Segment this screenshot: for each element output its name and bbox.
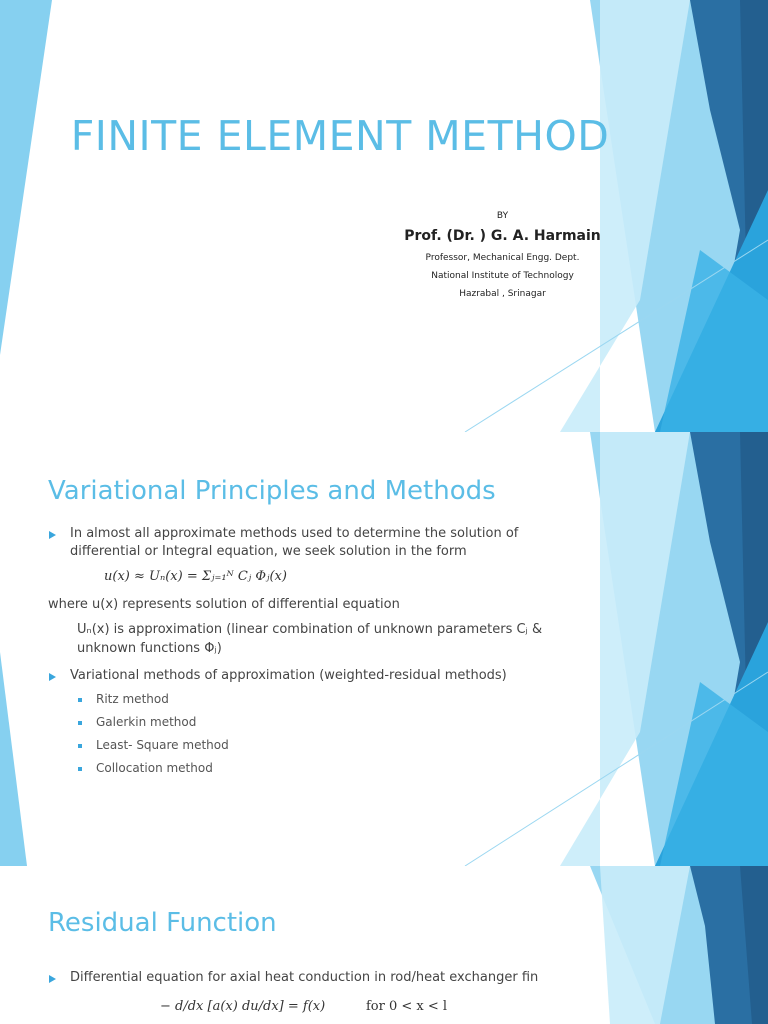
- domain-condition: for 0 < x < l: [366, 999, 448, 1014]
- bullet-arrow-icon: [49, 531, 56, 539]
- by-label: BY: [496, 211, 509, 221]
- bullet-arrow-icon: [49, 975, 56, 983]
- method-galerkin: Galerkin method: [96, 715, 197, 729]
- sub-bullet-dot-icon: [78, 744, 82, 748]
- sub-bullet-dot-icon: [78, 721, 82, 725]
- approximation-desc-line-1: Uₙ(x) is approximation (linear combination of unknown parameters Cⱼ &: [77, 622, 543, 637]
- bullet-text-heat-conduction: Differential equation for axial heat conduction in rod/heat exchanger fin: [70, 970, 539, 985]
- bullet-text-line-2: differential or Integral equation, we seek solution in the form: [70, 544, 467, 559]
- method-ritz: Ritz method: [96, 692, 169, 706]
- presentation-title: FINITE ELEMENT METHOD: [70, 112, 610, 160]
- approximation-equation: u(x) ≈ Uₙ(x) = Σⱼ₌₁ᴺ Cⱼ Φⱼ(x): [104, 569, 287, 584]
- left-accent-triangle: [0, 0, 52, 355]
- author-name: Prof. (Dr. ) G. A. Harmain: [404, 228, 601, 244]
- bullet-text-variational: Variational methods of approximation (weighted-residual methods): [70, 668, 507, 683]
- variational-slide: [0, 432, 768, 866]
- where-line: where u(x) represents solution of differential equation: [48, 597, 400, 612]
- bullet-arrow-icon: [49, 673, 56, 681]
- slide-title: Variational Principles and Methods: [48, 476, 496, 506]
- differential-equation: − d/dx [a(x) du/dx] = f(x): [160, 999, 326, 1014]
- method-collocation: Collocation method: [96, 761, 213, 775]
- affiliation-line-1: Professor, Mechanical Engg. Dept.: [425, 253, 580, 263]
- affiliation-line-2: National Institute of Technology: [431, 271, 574, 281]
- bullet-text-line-1: In almost all approximate methods used to determine the solution of: [70, 526, 519, 541]
- approximation-desc-line-2: unknown functions Φⱼ): [77, 641, 222, 656]
- sub-bullet-dot-icon: [78, 698, 82, 702]
- slide-title: Residual Function: [48, 908, 277, 938]
- title-slide: [0, 0, 768, 432]
- method-least-square: Least- Square method: [96, 738, 229, 752]
- affiliation-line-3: Hazrabal , Srinagar: [459, 289, 546, 299]
- residual-slide: [0, 866, 768, 1024]
- slide-decoration-right: [0, 0, 768, 432]
- left-accent-triangle: [0, 652, 27, 866]
- sub-bullet-dot-icon: [78, 767, 82, 771]
